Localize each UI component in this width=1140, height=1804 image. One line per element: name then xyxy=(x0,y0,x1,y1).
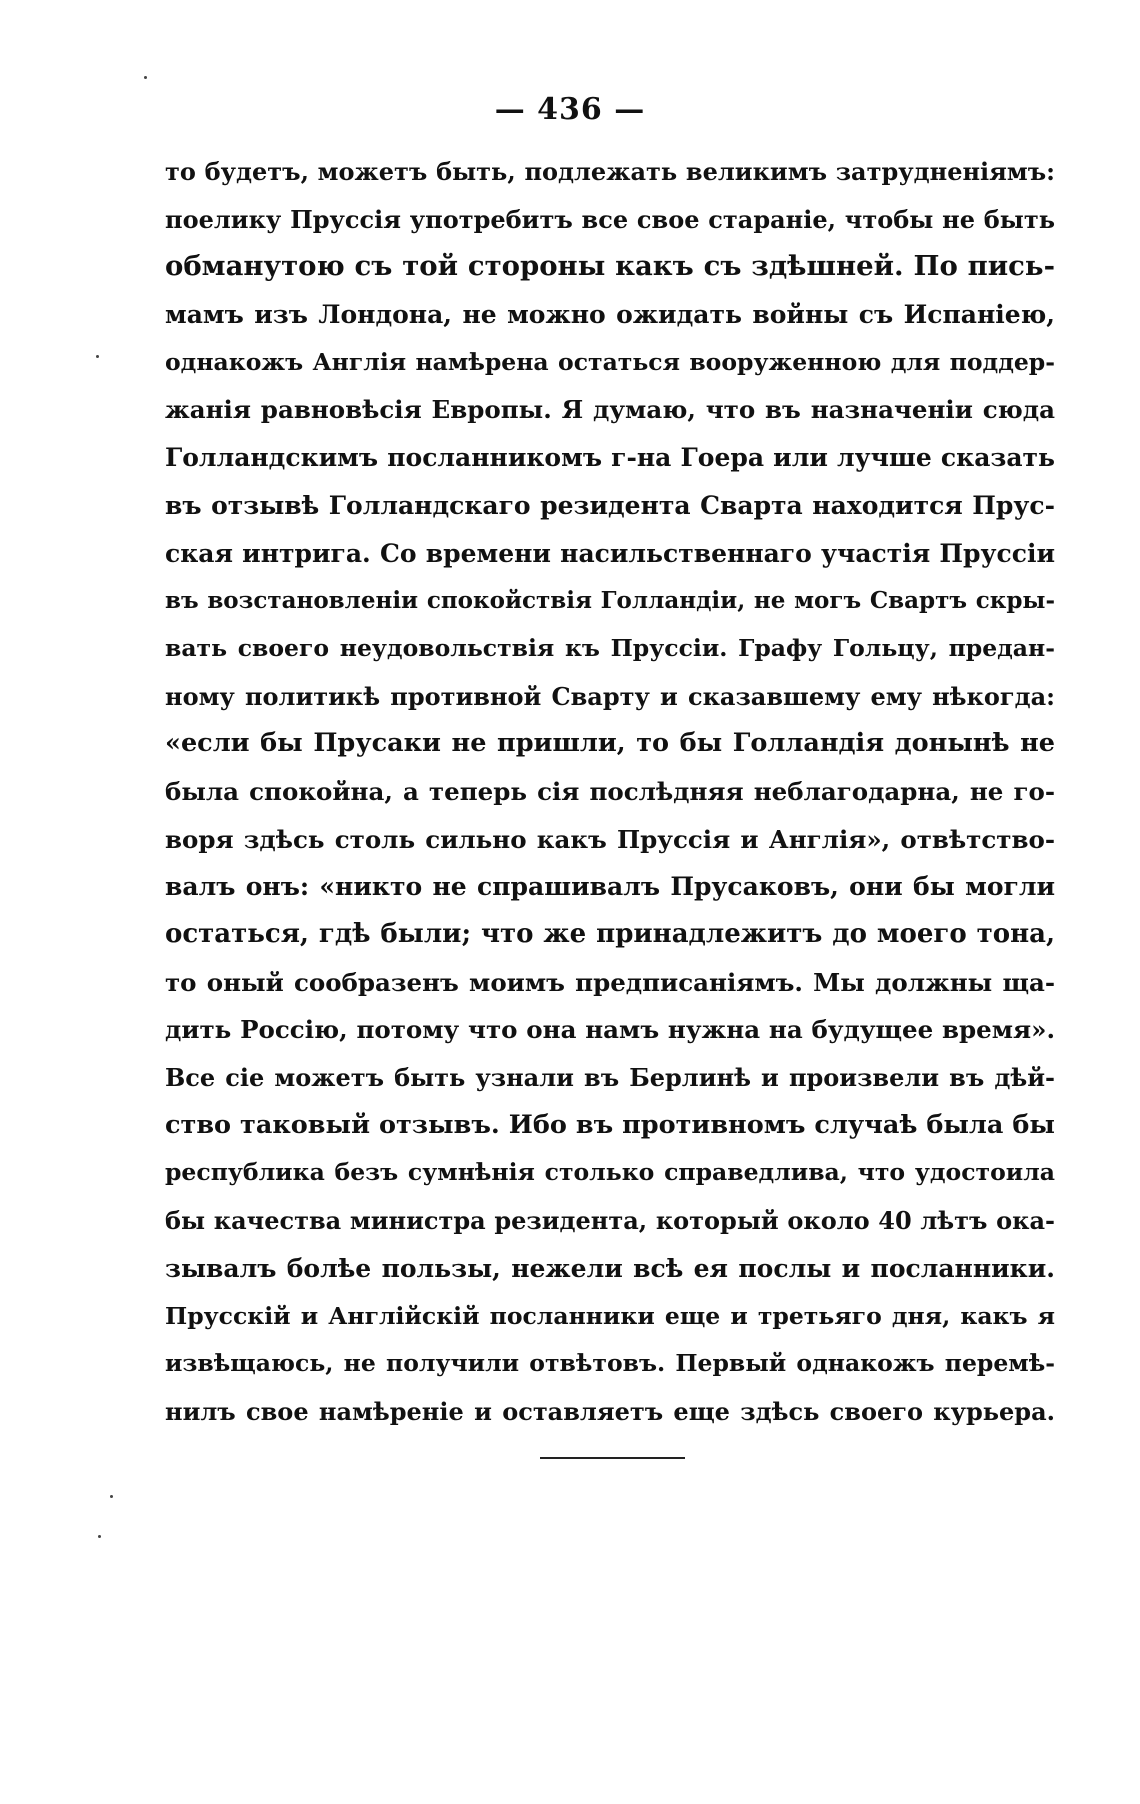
text-line: въ отзывѣ Голландскаго резидента Сварта находится Прус- xyxy=(165,490,1055,520)
text-line: извѣщаюсь, не получили отвѣтовъ. Первый однакожъ перемѣ- xyxy=(165,1349,1055,1378)
text-line: была спокойна, а теперь сія послѣдняя неблагодарна, не го- xyxy=(165,776,1055,806)
text-line: обманутою съ той стороны какъ съ здѣшней. По пись- xyxy=(165,250,1055,283)
text-line: Голландскимъ посланникомъ г-на Гоера или лучше сказать xyxy=(165,443,1055,473)
text-line: вать своего неудовольствія къ Пруссіи. Графу Гольцу, предан- xyxy=(165,633,1055,662)
text-line: ство таковый отзывъ. Ибо въ противномъ случаѣ была бы xyxy=(165,1109,1055,1140)
text-line: мамъ изъ Лондона, не можно ожидать войны съ Испаніею, xyxy=(165,300,1055,330)
text-line: ному политикѣ противной Сварту и сказавшему ему нѣкогда: xyxy=(165,681,1055,711)
scan-speck xyxy=(110,1495,113,1498)
text-line: республика безъ сумнѣнія столько справедлива, что удостоила xyxy=(165,1158,1055,1187)
text-line: то оный сообразенъ моимъ предписаніямъ. Мы должны ща- xyxy=(165,967,1055,997)
scan-speck xyxy=(144,76,147,79)
text-line: то будетъ, можетъ быть, подлежать великимъ затрудненіямъ: xyxy=(165,157,1055,186)
page-number: — 436 — xyxy=(494,92,646,127)
text-line: зывалъ болѣе пользы, нежели всѣ ея послы и посланники. xyxy=(165,1253,1055,1283)
body-text xyxy=(165,148,1055,1436)
section-divider xyxy=(540,1457,685,1459)
text-line: бы качества министра резидента, который около 40 лѣтъ ока- xyxy=(165,1206,1055,1236)
text-line: воря здѣсь столь сильно какъ Пруссія и Англія», отвѣтство- xyxy=(165,824,1055,854)
text-line: валъ онъ: «никто не спрашивалъ Прусаковъ, они бы могли xyxy=(165,872,1055,902)
text-line: жанія равновѣсія Европы. Я думаю, что въ назначеніи сюда xyxy=(165,395,1055,425)
text-line: Все сіе можетъ быть узнали въ Берлинѣ и произвели въ дѣй- xyxy=(165,1063,1055,1093)
text-line: нилъ свое намѣреніе и оставляетъ еще здѣсь своего курьера. xyxy=(165,1396,1055,1426)
text-line: въ возстановленіи спокойствія Голландіи, не могъ Свартъ скры- xyxy=(165,587,1055,615)
text-line: дить Россію, потому что она намъ нужна на будущее время». xyxy=(165,1015,1055,1045)
text-line: ская интрига. Со времени насильственнаго участія Пруссіи xyxy=(165,538,1055,568)
text-line: однакожъ Англія намѣрена остаться вооруженною для поддер- xyxy=(165,347,1055,376)
text-line: остаться, гдѣ были; что же принадлежитъ до моего тона, xyxy=(165,919,1055,949)
text-line: поелику Пруссія употребитъ все свое стараніе, чтобы не быть xyxy=(165,204,1055,234)
text-line: «если бы Прусаки не пришли, то бы Голландія донынѣ не xyxy=(165,728,1055,759)
scan-speck xyxy=(98,1535,101,1538)
scan-speck xyxy=(96,355,99,358)
text-line: Прусскій и Англійскій посланники еще и третьяго дня, какъ я xyxy=(165,1301,1055,1330)
